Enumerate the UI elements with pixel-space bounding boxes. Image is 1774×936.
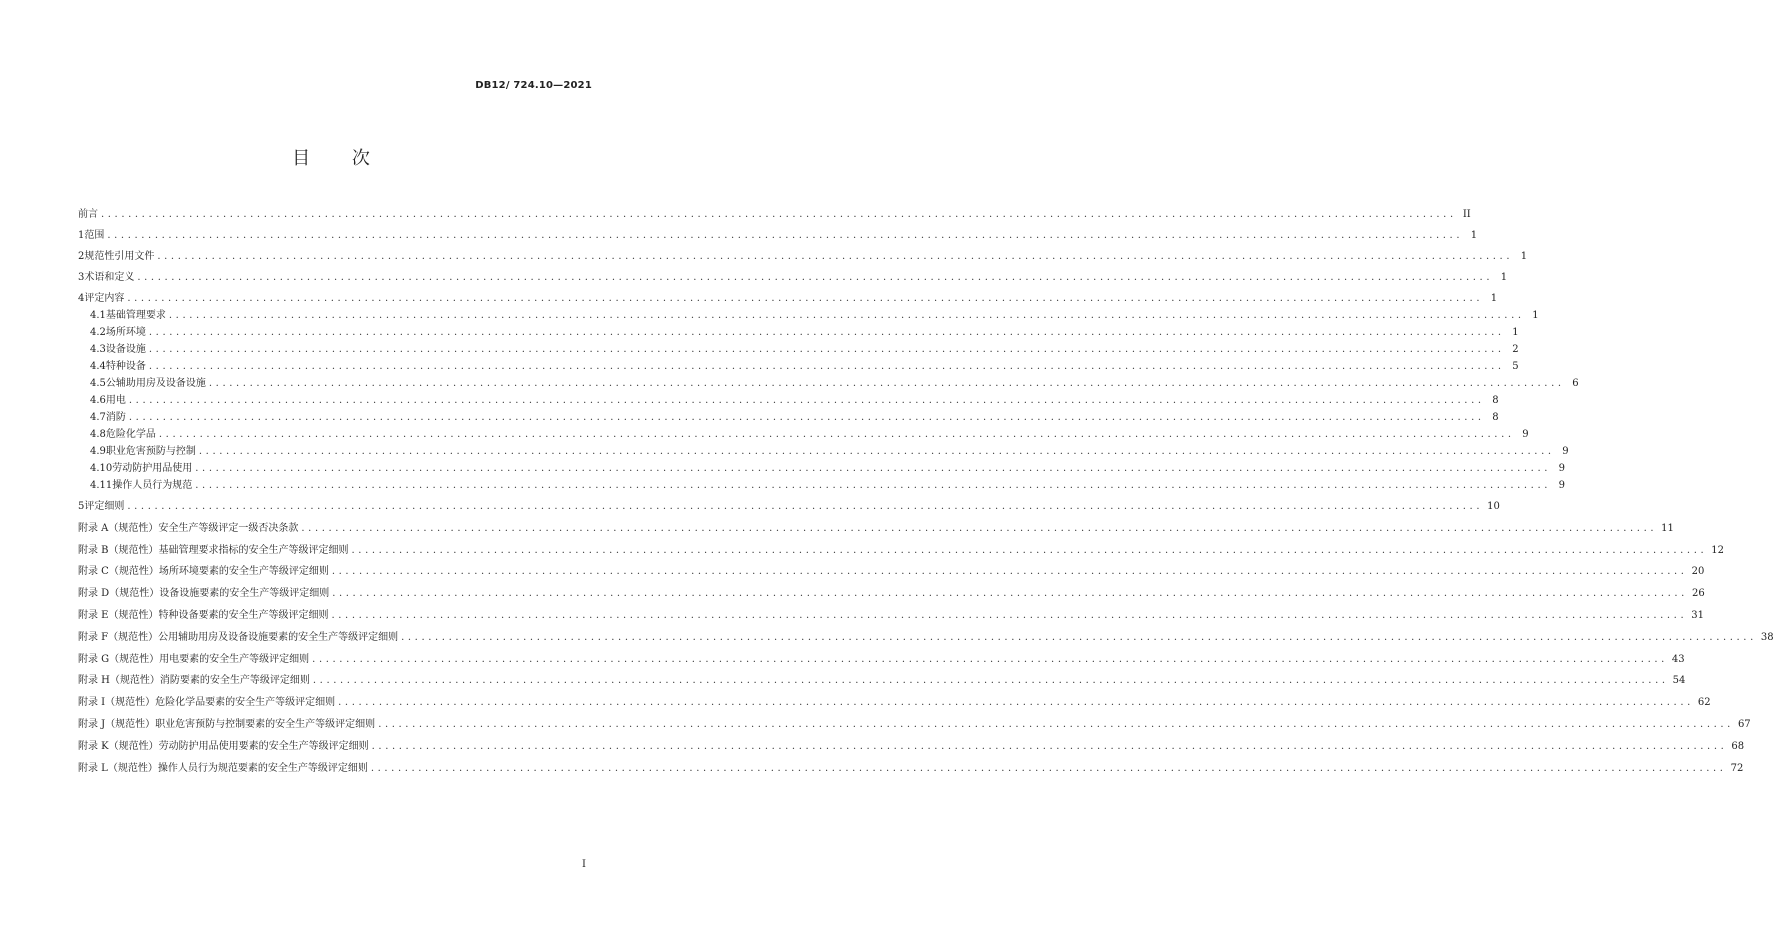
toc-annex-entry[interactable] [78,534,1725,556]
toc-page-number: 12 [1711,544,1725,556]
toc-annex-entry[interactable] [78,708,1751,730]
leader-dots: ........................................................................................................................................................................................................ [195,463,1552,474]
toc-page-number: 31 [1691,609,1704,621]
toc-entry-label: 前言 [78,209,98,220]
toc-page-number: 43 [1671,653,1685,665]
toc-annex-entry[interactable] [78,512,1674,534]
toc-page-number: 8 [1492,412,1499,423]
toc-entry-label: 术语和定义 [84,272,135,283]
leader-dots: ........................................................................................................................................................................................................ [208,378,1565,389]
toc-subentry-label: 基础管理要求 [105,310,166,321]
toc-page-number: 1 [1512,327,1519,338]
leader-dots: ........................................................................................................................................................................................................ [195,480,1552,491]
toc-subentry-number: 4.3 [90,344,106,355]
toc-subentry-number: 4.9 [90,446,106,457]
leader-dots: ........................................................................................................................................................................................................ [378,718,1734,730]
leader-dots: ........................................................................................................................................................................................................ [148,344,1505,355]
toc-subentry-number: 4.5 [90,378,106,389]
annex-kind: （规范性） [108,740,159,752]
toc-entry[interactable] [78,491,1500,512]
toc-annex-entry[interactable] [78,621,1774,643]
leader-dots: ........................................................................................................................................................................................................ [351,544,1708,556]
toc-entry-label: 规范性引用文件 [84,251,155,262]
annex-id: 附录 A [78,522,109,534]
toc-page-number: 5 [1512,361,1519,372]
toc-page-number: 9 [1558,480,1566,491]
annex-id: 附录 I [78,697,106,709]
leader-dots: ........................................................................................................................................................................................................ [331,609,1688,621]
leader-dots: ........................................................................................................................................................................................................ [338,697,1694,709]
toc-entry[interactable] [78,199,1471,220]
toc-entry-number: 3 [78,272,85,283]
toc-page-number: 62 [1697,697,1711,709]
toc-annex-entry[interactable] [78,665,1686,687]
annex-id: 附录 K [78,740,109,752]
toc-subentry-label: 特种设备 [105,361,146,372]
toc-entry-number: 5 [78,501,85,512]
annex-label: 安全生产等级评定一级否决条款 [158,522,299,534]
toc-subentry[interactable] [78,355,1519,372]
toc-subentry[interactable] [78,338,1519,355]
toc-subentry[interactable] [78,406,1499,423]
toc-entry[interactable] [78,241,1528,262]
toc-subentry-label: 公辅助用房及设备设施 [105,378,206,389]
leader-dots: ........................................................................................................................................................................................................ [301,522,1658,534]
toc-subentry-label: 职业危害预防与控制 [105,446,196,457]
page-title: 目 次 [292,148,388,169]
toc-subentry-number: 4.11 [90,480,113,491]
annex-kind: （规范性） [109,653,160,665]
toc-entry[interactable] [78,283,1498,304]
toc-annex-entry[interactable] [78,599,1704,621]
annex-kind: （规范性） [105,718,156,730]
leader-dots: ........................................................................................................................................................................................................ [158,429,1515,440]
annex-kind: （规范性） [108,609,159,621]
leader-dots: ........................................................................................................................................................................................................ [128,395,1485,406]
annex-label: 职业危害预防与控制要素的安全生产等级评定细则 [155,718,376,730]
annex-id: 附录 D [78,588,110,600]
toc-subentry-label: 危险化学品 [105,429,156,440]
annex-id: 附录 G [78,653,110,665]
toc-annex-entry[interactable] [78,752,1744,774]
leader-dots: ........................................................................................................................................................................................................ [312,675,1669,687]
annex-id: 附录 H [78,675,110,687]
toc-page-number: 11 [1661,522,1674,534]
toc-page-number: II [1462,209,1471,220]
annex-id: 附录 E [78,609,109,621]
annex-kind: （规范性） [108,544,159,556]
toc-page-number: 1 [1500,272,1508,283]
toc-page-number: 9 [1558,463,1566,474]
annex-label: 消防要素的安全生产等级评定细则 [159,675,310,687]
toc-page-number: 67 [1737,718,1751,730]
toc-annex-entry[interactable] [78,643,1685,665]
annex-label: 操作人员行为规范要素的安全生产等级评定细则 [157,762,368,774]
toc-subentry-number: 4.1 [90,310,106,321]
toc-subentry-label: 操作人员行为规范 [112,480,193,491]
annex-label: 劳动防护用品使用要素的安全生产等级评定细则 [158,740,369,752]
toc-subentry-label: 设备设施 [105,344,146,355]
toc-annex-entry[interactable] [78,686,1711,709]
annex-label: 特种设备要素的安全生产等级评定细则 [158,609,329,621]
annex-kind: （规范性） [108,522,159,534]
leader-dots: ........................................................................................................................................................................................................ [401,631,1757,643]
toc-page-number: 8 [1492,395,1499,406]
toc-subentry[interactable] [78,423,1529,440]
toc-annex-entry[interactable] [78,556,1705,578]
annex-label: 场所环境要素的安全生产等级评定细则 [158,566,329,578]
toc-subentry-label: 劳动防护用品使用 [112,463,193,474]
toc-page-number: 54 [1672,675,1686,687]
toc-subentry-label: 消防 [105,412,126,423]
annex-kind: （规范性） [107,762,158,774]
annex-label: 危险化学品要素的安全生产等级评定细则 [155,697,336,709]
toc-page-number: 9 [1562,446,1569,457]
toc-subentry-number: 4.2 [90,327,106,338]
toc-entry-label: 范围 [84,230,105,241]
toc-subentry[interactable] [78,440,1569,457]
leader-dots: ........................................................................................................................................................................................................ [332,588,1688,600]
annex-label: 基础管理要求指标的安全生产等级评定细则 [158,544,349,556]
toc-page-number: 6 [1572,378,1579,389]
toc-subentry-number: 4.4 [90,361,106,372]
toc-page-number: 72 [1730,762,1744,774]
toc-page-number: 26 [1691,588,1705,600]
toc-entry-label: 评定细则 [84,501,125,512]
annex-kind: （规范性） [108,631,159,643]
leader-dots: ........................................................................................................................................................................................................ [331,566,1688,578]
toc-annex-entry[interactable] [78,577,1705,600]
annex-kind: （规范性） [109,588,160,600]
toc-page-number: 10 [1487,501,1500,512]
toc-entry-number: 4 [78,293,85,304]
toc-subentry-number: 4.7 [90,412,106,423]
toc-annex-entry[interactable] [78,730,1745,752]
toc-subentry-number: 4.6 [90,395,106,406]
annex-id: 附录 C [78,566,109,578]
page-number: I [582,859,586,870]
toc-entry[interactable] [78,220,1478,241]
toc-page-number: 20 [1691,566,1705,578]
toc-subentry-label: 用电 [105,395,126,406]
toc-subentry[interactable] [78,474,1566,491]
leader-dots: ........................................................................................................................................................................................................ [312,653,1668,665]
annex-kind: （规范性） [108,566,159,578]
annex-label: 用电要素的安全生产等级评定细则 [159,653,310,665]
toc-page-number: 9 [1522,429,1529,440]
toc-page-number: 1 [1532,310,1539,321]
leader-dots: ........................................................................................................................................................................................................ [127,293,1484,304]
leader-dots: ........................................................................................................................................................................................................ [157,251,1514,262]
toc-subentry[interactable] [78,304,1539,321]
toc-subentry[interactable] [78,321,1519,338]
leader-dots: ........................................................................................................................................................................................................ [148,361,1505,372]
annex-id: 附录 L [78,762,108,774]
leader-dots: ........................................................................................................................................................................................................ [371,740,1728,752]
document-code: DB12/ 724.10—2021 [475,80,592,91]
toc-page-number: 1 [1470,230,1478,241]
annex-kind: （规范性） [109,675,160,687]
toc-subentry-number: 4.8 [90,429,106,440]
annex-label: 设备设施要素的安全生产等级评定细则 [159,588,330,600]
leader-dots: ........................................................................................................................................................................................................ [128,412,1485,423]
toc-entry-label: 评定内容 [84,293,125,304]
leader-dots: ........................................................................................................................................................................................................ [370,762,1727,774]
toc-page-number: 68 [1731,740,1745,752]
toc-page-number: 1 [1490,293,1498,304]
toc-page-number: 38 [1760,631,1774,643]
toc-page-number: 2 [1512,344,1519,355]
leader-dots: ........................................................................................................................................................................................................ [137,272,1494,283]
annex-id: 附录 J [78,718,106,730]
toc-entry-number: 1 [78,230,85,241]
toc-subentry[interactable] [78,372,1579,389]
toc-subentry[interactable] [78,389,1499,406]
annex-label: 公用辅助用房及设备设施要素的安全生产等级评定细则 [158,631,399,643]
toc-subentry[interactable] [78,457,1566,474]
toc-subentry-label: 场所环境 [105,327,146,338]
leader-dots: ........................................................................................................................................................................................................ [168,310,1525,321]
leader-dots: ........................................................................................................................................................................................................ [107,230,1464,241]
leader-dots: ........................................................................................................................................................................................................ [101,209,1457,220]
leader-dots: ........................................................................................................................................................................................................ [148,327,1505,338]
annex-id: 附录 B [78,544,109,556]
annex-kind: （规范性） [105,697,156,709]
toc-subentry-number: 4.10 [90,463,113,474]
annex-id: 附录 F [78,631,109,643]
toc-page-number: 1 [1520,251,1528,262]
toc-entry-number: 2 [78,251,85,262]
toc-entry[interactable] [78,262,1508,283]
leader-dots: ........................................................................................................................................................................................................ [198,446,1555,457]
table-of-contents [78,199,1774,774]
leader-dots: ........................................................................................................................................................................................................ [127,501,1484,512]
